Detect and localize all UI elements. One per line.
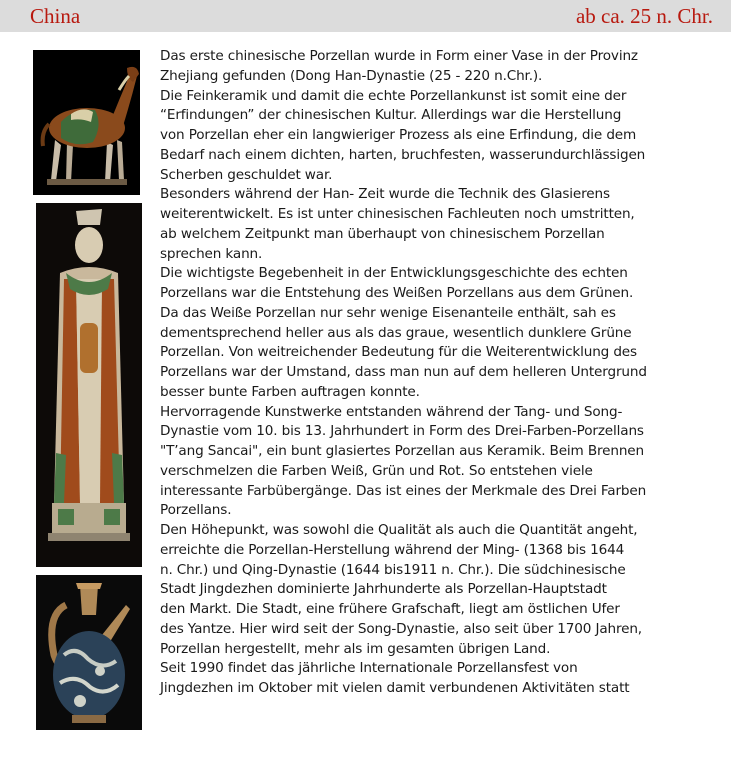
text-line: des Yantze. Hier wird seit der Song-Dynastie, also seit über 1700 Jahren,: [160, 620, 642, 637]
text-line: interessante Farbübergänge. Das ist eines der Merkmale des Drei Farben: [160, 482, 647, 499]
court-official-figurine-image: [36, 203, 142, 567]
text-line: dementsprechend heller aus als das graue, wesentlich dunklere Grüne: [160, 324, 632, 341]
page-header: [0, 0, 731, 32]
text-line: Stadt Jingdezhen dominierte Jahrhunderte als Porzellan-Hauptstadt: [160, 581, 607, 598]
text-line: Da das Weiße Porzellan nur sehr wenige Eisenanteile enthält, sah es: [160, 304, 616, 321]
text-line: Seit 1990 findet das jährliche Internationale Porzellansfest von: [160, 660, 578, 677]
text-line: Porzellan. Von weitreichender Bedeutung für die Weiterentwicklung des: [160, 344, 637, 361]
text-line: Jingdezhen im Oktober mit vielen damit verbundenen Aktivitäten statt: [160, 680, 630, 696]
text-line: Porzellan hergestellt, mehr als im gesamten übrigen Land.: [160, 640, 551, 657]
text-line: Scherben geschuldet war.: [160, 166, 333, 183]
text-line: Hervorragende Kunstwerke entstanden während der Tang- und Song-: [160, 403, 623, 420]
text-line: Porzellans war die Entstehung des Weißen Porzellans aus dem Grünen.: [160, 285, 634, 301]
text-line: Besonders während der Han- Zeit wurde die Technik des Glasierens: [160, 186, 610, 203]
horse-figurine-image: [33, 50, 140, 195]
text-line: von Porzellan eher ein langwieriger Prozess als eine Erfindung, die dem: [160, 127, 637, 143]
text-line: Bedarf nach einem dichten, harten, bruchfesten, wasserundurchlässigen: [160, 146, 646, 163]
text-line: Die wichtigste Begebenheit in der Entwicklungsgeschichte des echten: [160, 265, 628, 282]
text-line: verschmelzen die Farben Weiß, Grün und Rot. So entstehen viele: [160, 462, 593, 479]
article-text: [160, 47, 720, 699]
text-line: besser bunte Farben auftragen konnte.: [160, 383, 420, 400]
text-line: Den Höhepunkt, was sowohl die Qualität als auch die Quantität angeht,: [160, 522, 638, 538]
text-line: erreichte die Porzellan-Herstellung während der Ming- (1368 bis 1644: [160, 541, 625, 558]
date-label: ab ca. 25 n. Chr.: [575, 4, 713, 28]
text-line: “Erfindungen” der chinesischen Kultur. Allerdings war die Herstellung: [160, 107, 622, 124]
text-line: Porzellans.: [160, 502, 232, 519]
text-line: Das erste chinesische Porzellan wurde in Form einer Vase in der Provinz: [160, 48, 638, 64]
text-line: weiterentwickelt. Es ist unter chinesischen Fachleuten noch umstritten,: [160, 206, 635, 222]
text-line: Die Feinkeramik und damit die echte Porzellankunst ist somit eine der: [160, 87, 627, 104]
page-title: China: [30, 4, 81, 28]
text-line: sprechen kann.: [160, 245, 263, 262]
text-line: Porzellans war der Umstand, dass man nun auf dem helleren Untergrund: [160, 364, 647, 380]
text-line: "T’ang Sancai", ein bunt glasiertes Porzellan aus Keramik. Beim Brennen: [160, 443, 644, 459]
text-line: n. Chr.) und Qing-Dynastie (1644 bis1911 n. Chr.). Die südchinesische: [160, 561, 626, 578]
text-line: den Markt. Die Stadt, eine frühere Grafschaft, liegt am östlichen Ufer: [160, 601, 620, 617]
text-line: ab welchem Zeitpunkt man überhaupt von chinesischem Porzellan: [160, 225, 605, 242]
text-line: Dynastie vom 10. bis 13. Jahrhundert in Form des Drei-Farben-Porzellans: [160, 423, 644, 440]
ewer-image: [36, 575, 142, 730]
text-line: Zhejiang gefunden (Dong Han-Dynastie (25 - 220 n.Chr.).: [160, 67, 543, 84]
